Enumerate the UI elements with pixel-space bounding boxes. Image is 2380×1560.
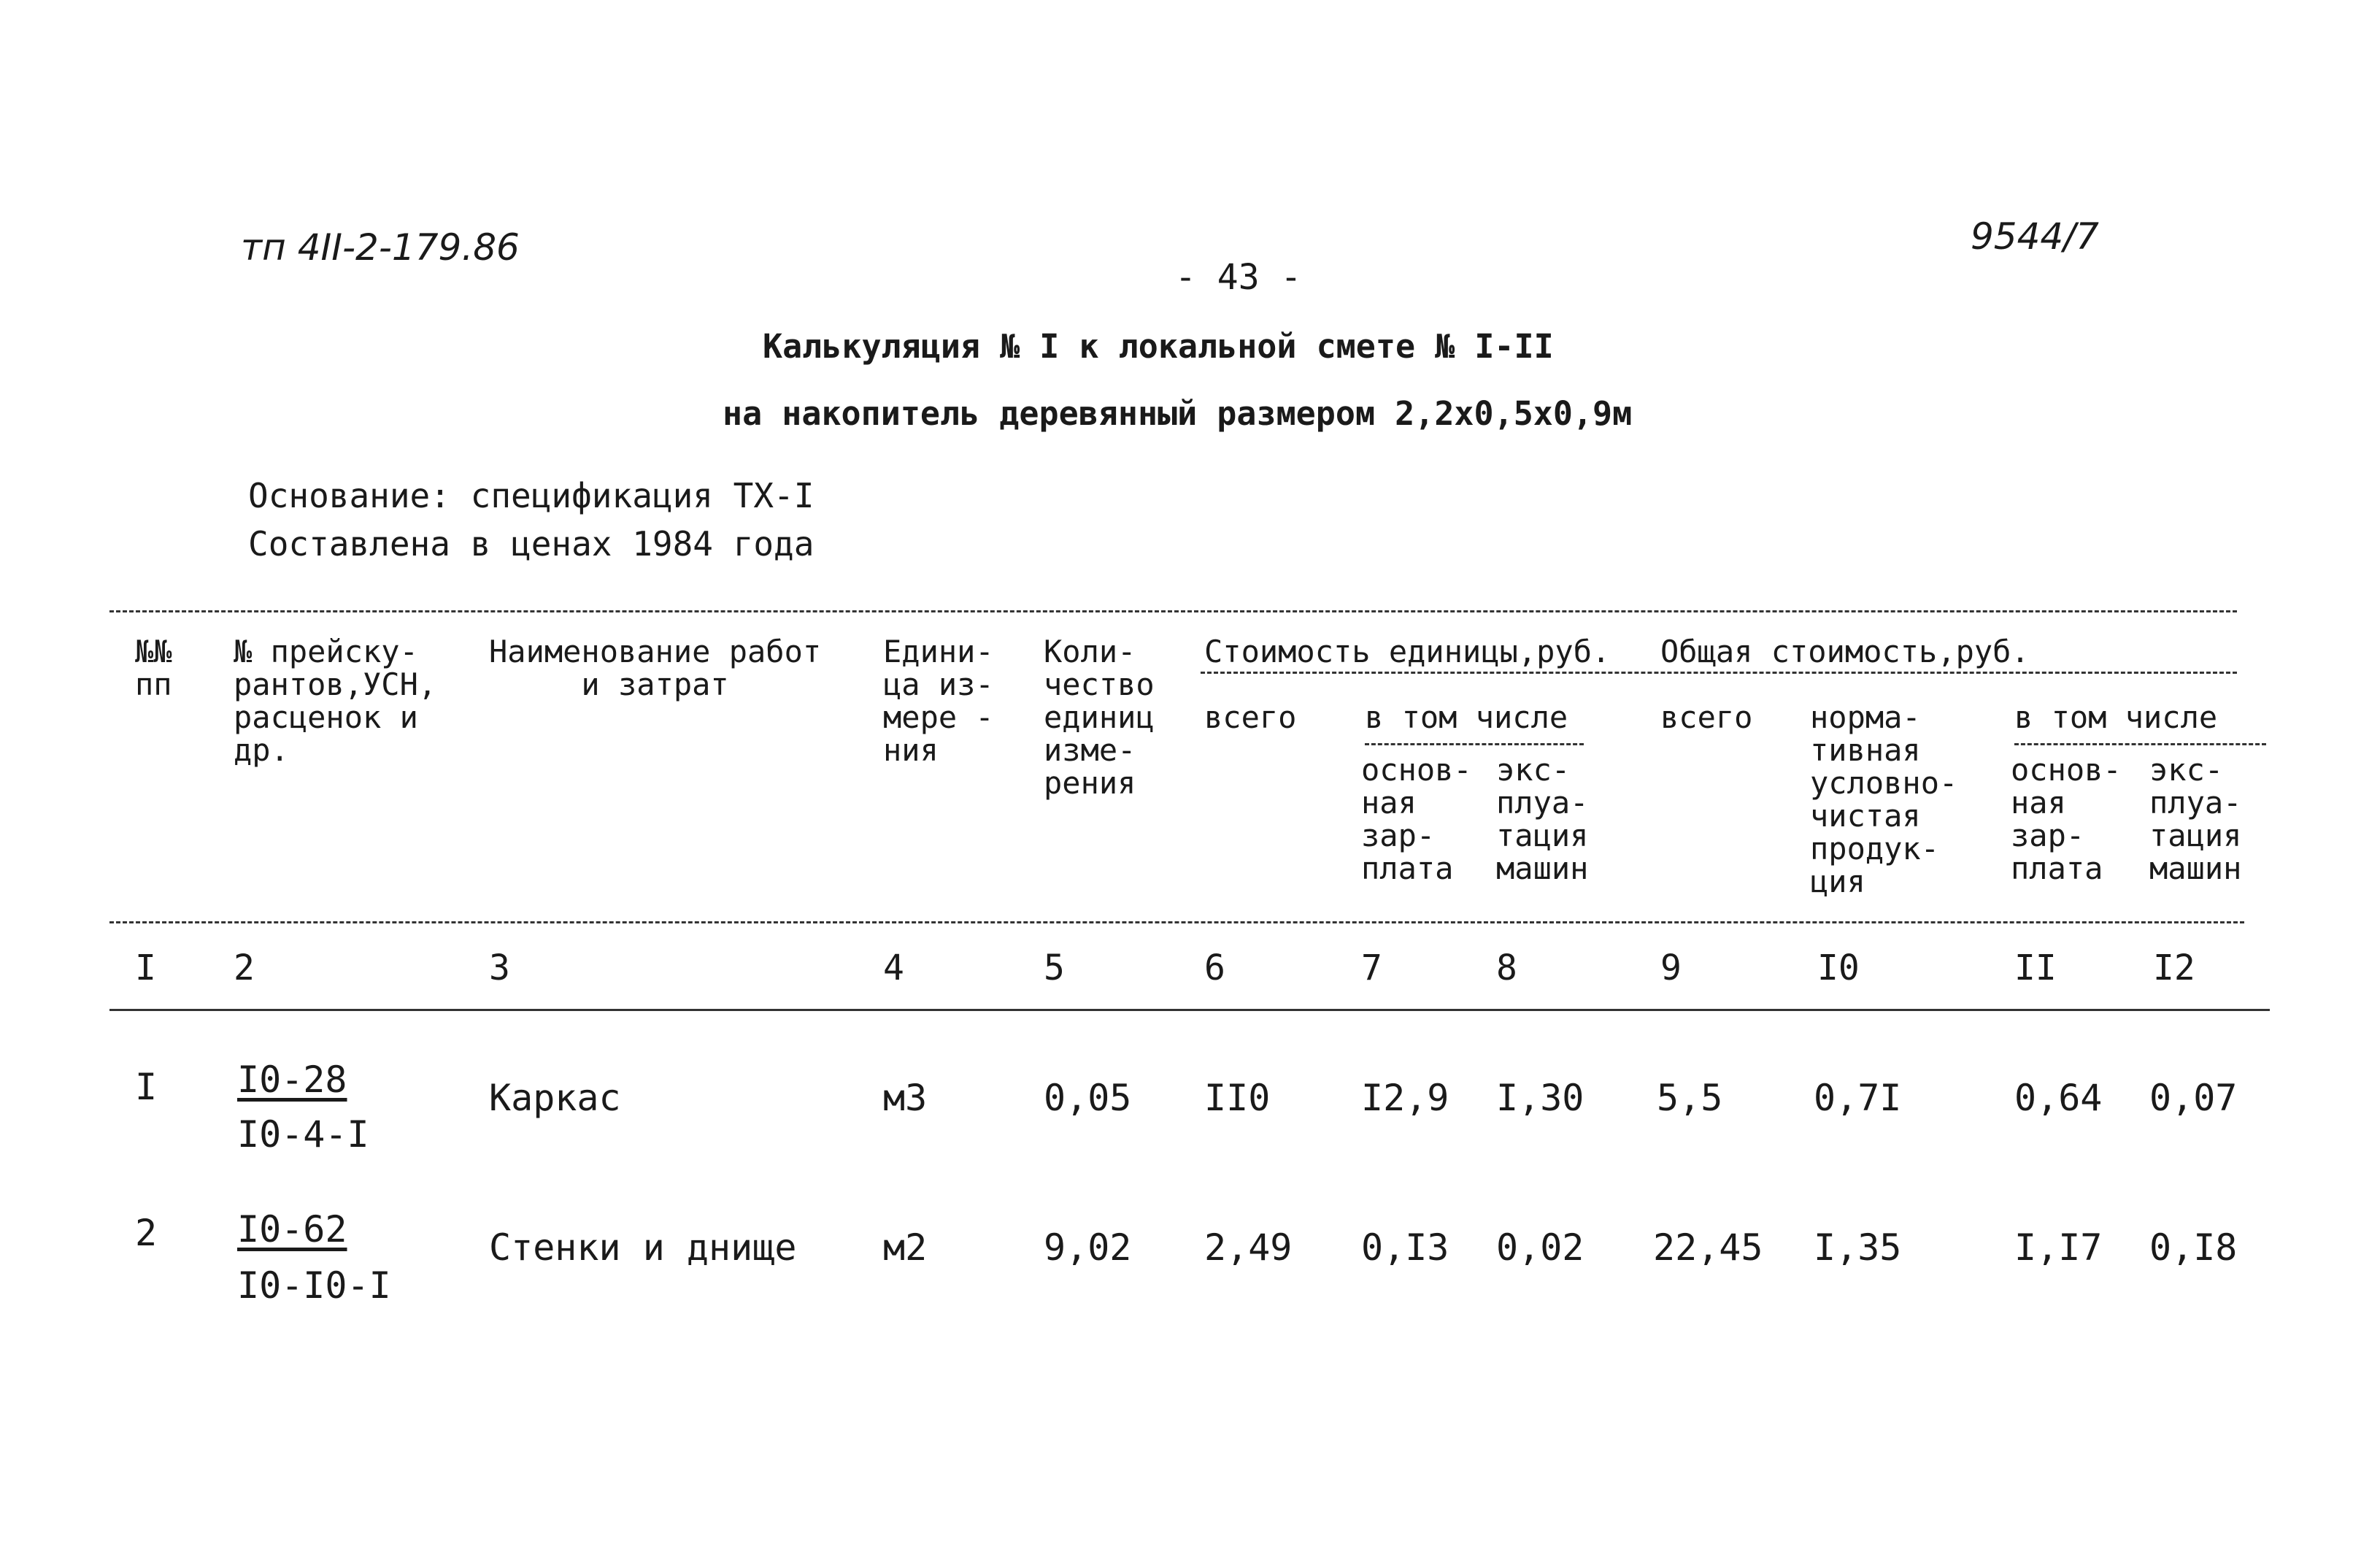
header-unit-wage: основ- ная зар- плата: [1361, 752, 1472, 886]
unit-cost-wage: I2,9: [1361, 1077, 1449, 1119]
total-machines: 0,I8: [2149, 1226, 2238, 1269]
calculation-title: Калькуляция № I к локальной смете № I-II: [763, 327, 1554, 366]
header-unit-cost: Стоимость единицы,руб.: [1204, 634, 1611, 669]
header-unit: Едини- ца из- мере - ния: [883, 634, 994, 768]
normative-product: 0,7I: [1814, 1077, 1902, 1119]
prices-year-line: Составлена в ценах 1984 года: [248, 524, 814, 564]
column-number: 8: [1496, 948, 1517, 988]
total-cost: 22,45: [1653, 1226, 1763, 1269]
basis-line: Основание: спецификация ТХ-I: [248, 476, 814, 515]
column-number: 6: [1204, 948, 1225, 988]
normative-product: I,35: [1814, 1226, 1902, 1269]
row-number: 2: [135, 1212, 158, 1254]
header-bottom-rule: [109, 921, 2244, 923]
price-code-top: I0-28: [237, 1058, 347, 1101]
header-row-number: №№ пп: [135, 634, 172, 702]
column-number: II: [2014, 948, 2057, 988]
column-number: 4: [883, 948, 904, 988]
column-number: I2: [2153, 948, 2195, 988]
work-name: Стенки и днище: [489, 1226, 797, 1269]
column-number: 5: [1044, 948, 1065, 988]
price-code-top: I0-62: [237, 1208, 347, 1250]
unit-cost-machines: I,30: [1496, 1077, 1584, 1119]
unit-cost-total: II0: [1204, 1077, 1271, 1119]
column-number: I0: [1817, 948, 1860, 988]
price-code-bottom: I0-4-I: [237, 1113, 369, 1156]
total-wage: 0,64: [2014, 1077, 2103, 1119]
header-price-list: № прейску- рантов,УСН, расценок и др.: [234, 634, 437, 768]
unit-cost-machines: 0,02: [1496, 1226, 1584, 1269]
unit: м3: [883, 1077, 928, 1119]
header-unit-including: в том числе: [1365, 699, 1568, 735]
unit: м2: [883, 1226, 928, 1269]
column-number: 2: [234, 948, 255, 988]
price-code-bottom: I0-I0-I: [237, 1264, 391, 1307]
cost-group-rule: [1201, 672, 2237, 674]
header-normative-product: норма- тивная условно- чистая продук- ция: [1810, 699, 1958, 899]
table-top-rule: [109, 610, 2237, 612]
incl-rule-2: [2014, 743, 2266, 745]
quantity: 0,05: [1044, 1077, 1132, 1119]
sheet-reference: 9544/7: [1971, 215, 2099, 258]
column-number: 7: [1361, 948, 1382, 988]
header-total-wage: основ- ная зар- плата: [2011, 752, 2122, 886]
header-unit-total: всего: [1204, 699, 1297, 735]
total-machines: 0,07: [2149, 1077, 2238, 1119]
header-total-machines: экс- плуа- тация машин: [2149, 752, 2242, 886]
unit-cost-total: 2,49: [1204, 1226, 1293, 1269]
column-number: I: [135, 948, 156, 988]
unit-cost-wage: 0,I3: [1361, 1226, 1449, 1269]
work-name: Каркас: [489, 1077, 621, 1119]
row-number: I: [135, 1066, 158, 1108]
page-number: - 43 -: [1175, 257, 1302, 298]
header-unit-machines: экс- плуа- тация машин: [1496, 752, 1589, 886]
incl-rule-1: [1365, 743, 1584, 745]
column-numbers-rule: [109, 1009, 2270, 1011]
calculation-subtitle: на накопитель деревянный размером 2,2x0,5x0,9м: [723, 394, 1633, 433]
header-quantity: Коли- чество единиц изме- рения: [1044, 634, 1155, 801]
total-wage: I,I7: [2014, 1226, 2103, 1269]
column-number: 3: [489, 948, 510, 988]
header-work-name: Наименование работ и затрат: [489, 634, 822, 702]
column-number: 9: [1660, 948, 1682, 988]
quantity: 9,02: [1044, 1226, 1132, 1269]
header-total-cost: Общая стоимость,руб.: [1660, 634, 2030, 669]
header-grand-total: всего: [1660, 699, 1753, 735]
header-total-including: в том числе: [2014, 699, 2218, 735]
document-code: тп 4II-2-179.86: [241, 226, 520, 269]
total-cost: 5,5: [1657, 1077, 1723, 1119]
